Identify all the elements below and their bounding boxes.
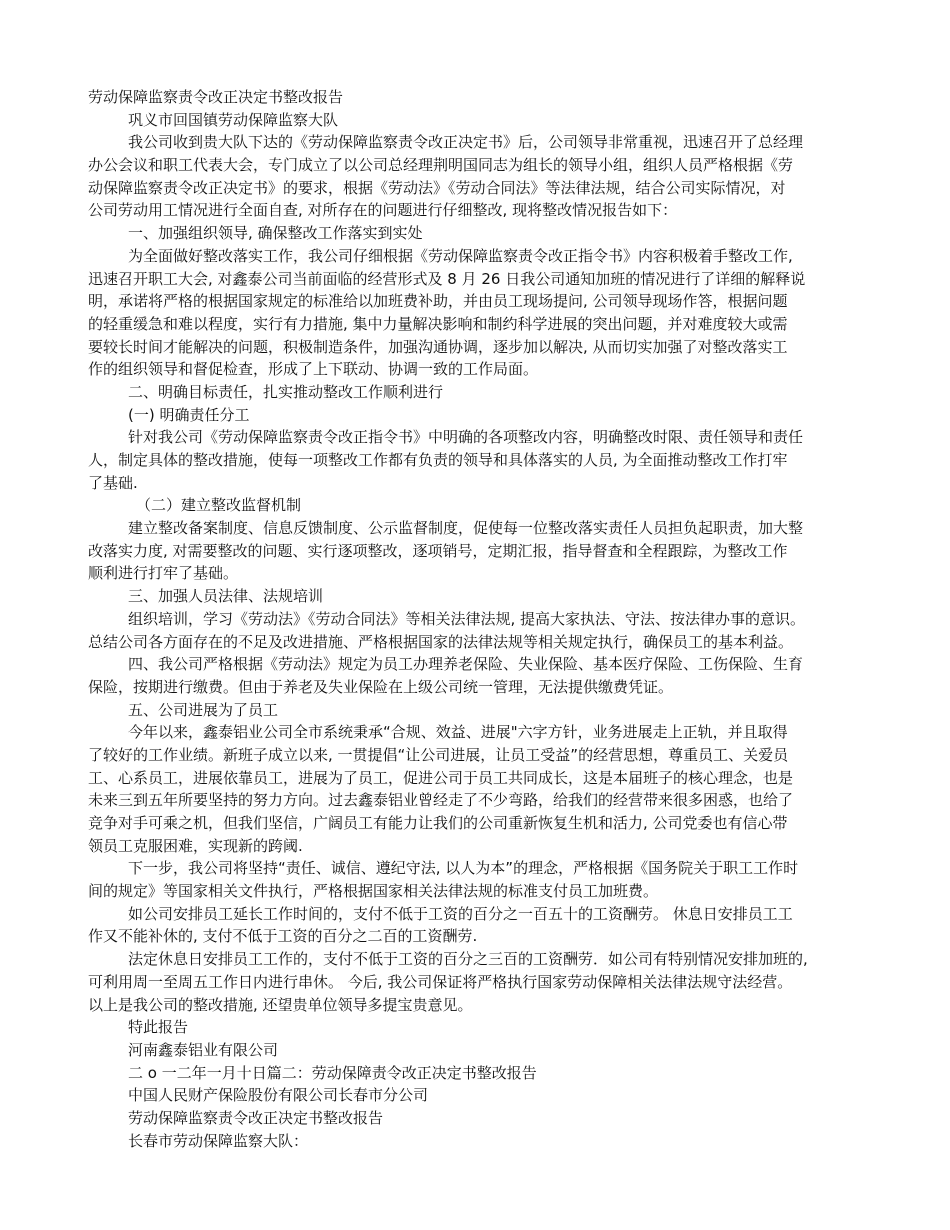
text-line: 组织培训，学习《劳动法》《劳动合同法》等相关法律法规, 提高大家执法、守法、按法律办事的意识。 — [128, 609, 806, 628]
text-line: 劳动保障监察责令改正决定书整改报告 — [88, 88, 344, 106]
text-line: 四、我公司严格根据《劳动法》规定为员工办理养老保险、失业保险、基本医疗保险、工伤保险、生育 — [128, 655, 804, 674]
text-line: 保险，按期进行缴费。但由于养老及失业保险在上级公司统一管理，无法提供缴费凭证。 — [88, 677, 674, 696]
text-line: 可利用周一至周五工作日内进行串休。 今后, 我公司保证将严格执行国家劳动保障相关法律法规守法经营。 — [88, 972, 793, 991]
text-line: 二 o 一二年一月十日篇二：劳动保障责令改正决定书整改报告 — [128, 1063, 537, 1082]
text-line: 公司劳动用工情况进行全面自查, 对所存在的问题进行仔细整改, 现将整改情况报告如下： — [88, 201, 678, 220]
text-line: 迅速召开职工大会, 对鑫泰公司当前面临的经营形式及 8 月 26 日我公司通知加班的情况进行了详细的解释说 — [88, 269, 806, 288]
text-line: (一) 明确责任分工 — [128, 405, 250, 424]
text-line: 为全面做好整改落实工作，我公司仔细根据《劳动保障监察责令改正指令书》内容积极着手整改工作, — [128, 246, 793, 265]
text-line: 明，承诺将严格的根据国家规定的标准给以加班费补助，并由员工现场提问, 公司领导现场作答，根据问题 — [88, 292, 788, 311]
text-line: 今年以来，鑫泰铝业公司全市系统秉承“合规、效益、进展"六字方针，业务进展走上正轨，并且取得 — [128, 723, 788, 742]
text-line: 要较长时间才能解决的问题，积极制造条件，加强沟通协调，逐步加以解决, 从而切实加强了对整改落实工 — [88, 337, 788, 356]
text-line: 河南鑫泰铝业有限公司 — [128, 1040, 279, 1059]
text-line: 我公司收到贵大队下达的《劳动保障监察责令改正决定书》后，公司领导非常重视，迅速召开了总经理 — [128, 133, 804, 152]
text-line: 特此报告 — [128, 1018, 189, 1037]
text-line: 了较好的工作业绩。新班子成立以来, 一贯提倡“让公司进展，让员工受益”的经营思想，尊重员工、关爱员 — [88, 745, 789, 764]
text-line: 中国人民财产保险股份有限公司长春市分公司 — [128, 1086, 429, 1105]
text-line: 长春市劳动保障监察大队： — [128, 1131, 309, 1150]
text-line: 以上是我公司的整改措施, 还望贵单位领导多提宝贵意见。 — [88, 995, 473, 1014]
text-line: 办公会议和职工代表大会，专门成立了以公司总经理荆明国同志为组长的领导小组，组织人员严格根据《劳 — [88, 156, 794, 175]
text-line: 作又不能补休的, 支付不低于工资的百分之二百的工资酬劳. — [88, 927, 478, 946]
text-line: 如公司安排员工延长工作时间的，支付不低于工资的百分之一百五十的工资酬劳。 休息日安排员工工 — [128, 904, 793, 923]
text-line: 工、心系员工，进展依靠员工，进展为了员工，促进公司于员工共同成长，这是本届班子的核心理念，也是 — [88, 768, 794, 787]
text-line: 五、公司进展为了员工 — [128, 700, 279, 719]
text-line: 顺利进行打牢了基础。 — [88, 564, 239, 583]
text-line: （二）建立整改监督机制 — [136, 496, 302, 515]
text-line: 下一步，我公司将坚持“责任、诚信、遵纪守法, 以人为本”的理念，严格根据《国务院关于职工工作时 — [128, 859, 799, 878]
text-line: 竞争对手可乘之机，但我们坚信，广阔员工有能力让我们的公司重新恢复生机和活力, 公司党委也有信心带 — [88, 814, 788, 832]
text-line: 领员工克服困难，实现新的跨阈. — [88, 836, 303, 855]
text-line: 作的组织领导和督促检查，形成了上下联动、协调一致的工作局面。 — [88, 360, 539, 379]
document-body — [88, 86, 868, 1152]
text-line: 改落实力度, 对需要整改的问题、实行逐项整改，逐项销号，定期汇报，指导督查和全程跟踪，为整改工作 — [88, 541, 788, 560]
text-line: 三、加强人员法律、法规培训 — [128, 587, 324, 606]
text-line: 人，制定具体的整改措施，使每一项整改工作都有负责的领导和具体落实的人员, 为全面推动整改工作打牢 — [88, 451, 788, 469]
text-line: 未来三到五年所要坚持的努力方向。过去鑫泰铝业曾经走了不少弯路，给我们的经营带来很多困惑，也给了 — [88, 791, 794, 810]
text-line: 动保障监察责令改正决定书》的要求，根据《劳动法》《劳动合同法》等法律法规，结合公司实际情况，对 — [88, 178, 786, 197]
text-line: 的轻重缓急和难以程度，实行有力措施, 集中力量解决影响和制约科学进展的突出问题，并对难度较大或需 — [88, 314, 788, 333]
text-line: 建立整改备案制度、信息反馈制度、公示监督制度，促使每一位整改落实责任人员担负起职责，加大整 — [128, 519, 804, 538]
text-line: 巩义市回国镇劳动保障监察大队 — [128, 110, 339, 129]
text-line: 了基础. — [88, 473, 138, 492]
text-line: 间的规定》等国家相关文件执行，严格根据国家相关法律法规的标准支付员工加班费。 — [88, 882, 659, 901]
text-line: 劳动保障监察责令改正决定书整改报告 — [128, 1108, 384, 1127]
text-line: 法定休息日安排员工工作的，支付不低于工资的百分之三百的工资酬劳．如公司有特别情况安排加班的, — [128, 950, 808, 969]
text-line: 一、加强组织领导, 确保整改工作落实到实处 — [128, 224, 423, 243]
text-line: 二、明确目标责任，扎实推动整改工作顺利进行 — [128, 382, 444, 401]
text-line: 总结公司各方面存在的不足及改进措施、严格根据国家的法律法规等相关规定执行，确保员工的基本利益。 — [88, 632, 794, 651]
text-line: 针对我公司《劳动保障监察责令改正指令书》中明确的各项整改内容，明确整改时限、责任领导和责任 — [128, 428, 804, 447]
